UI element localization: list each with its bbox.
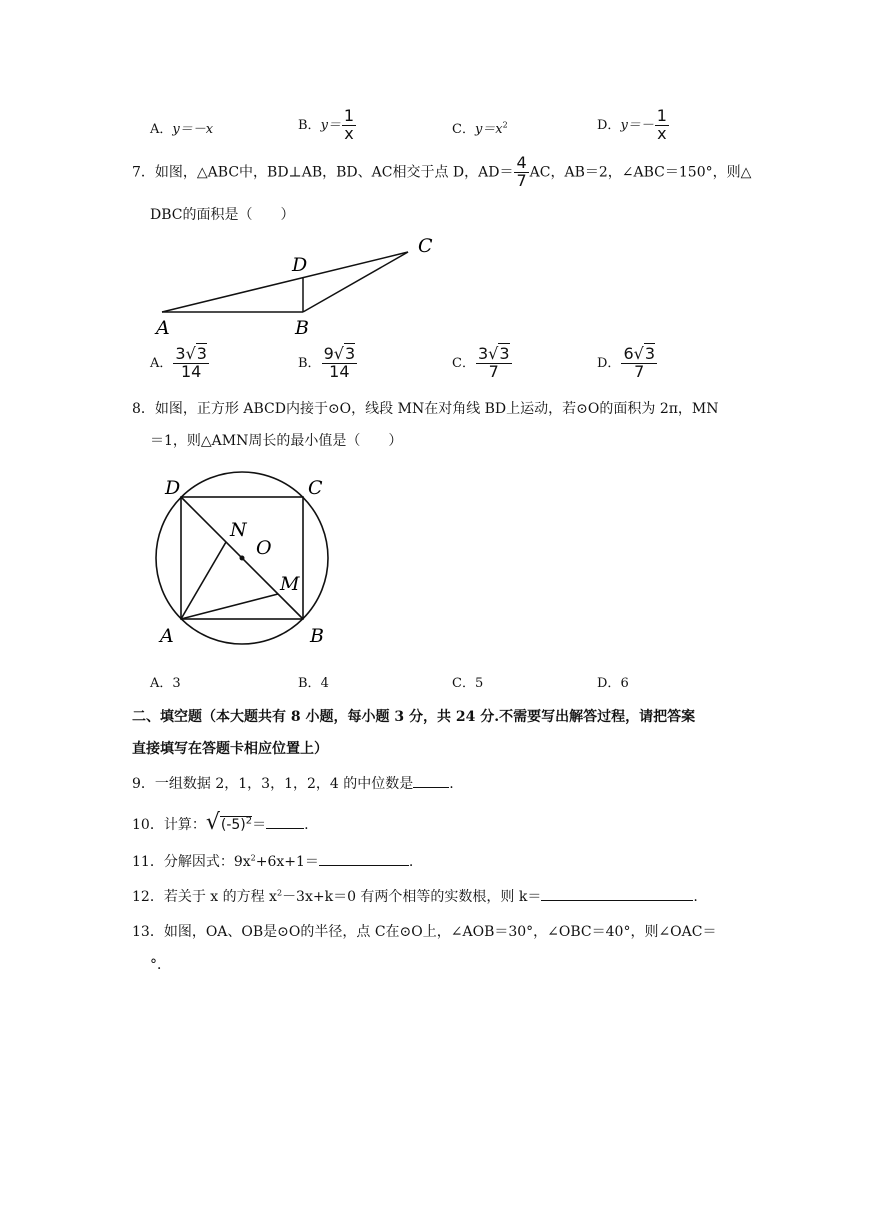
q8-label-m: M [280, 573, 300, 595]
q8-stem-line1: 8．如图，正方形 ABCD内接于⊙O，线段 MN在对角线 BD上运动，若⊙O的面积为 2π，MN [132, 401, 719, 417]
q7-stem-line1: 7．如图，△ABC中，BD⊥AB，BD、AC相交于点 D，AD＝ $\frac{4}{7}$ AC，AB＝2，∠ABC＝150°，则△ [132, 153, 752, 190]
q9-stem: 9．一组数据 2，1，3，1，2，4 的中位数是 . [132, 776, 454, 792]
q8-label-a: A [160, 625, 174, 647]
q8-label-o: O [256, 537, 272, 559]
q8-option-d: D．6 [597, 676, 629, 691]
section2-heading-line1: 二、填空题（本大题共有 8 小题，每小题 3 分，共 24 分.不需要写出解答过程，请把答案 [132, 709, 696, 725]
q7-option-a: A． $\frac{3√3}{14}$ [150, 344, 207, 381]
q8-label-n: N [230, 519, 247, 541]
q6-option-a: A．y＝－x [150, 122, 214, 137]
q7-label-c: C [418, 235, 433, 257]
q7-label-b: B [295, 317, 309, 339]
q11-stem: 11．分解因式：$9x^2+6x+1=$ . [132, 853, 414, 870]
q8-label-d: D [165, 477, 181, 499]
q7-label-d: D [292, 254, 308, 276]
q8-label-b: B [310, 625, 324, 647]
q8-option-c: C．5 [452, 676, 484, 691]
q7-option-b: B． $\frac{9√3}{14}$ [298, 344, 356, 381]
section2-heading-line2: 直接填写在答题卡相应位置上） [132, 741, 328, 757]
q6-option-c: C．$y=x^2$ [452, 120, 508, 137]
q10-stem: 10．计算：$√(-5)^2=$ . [132, 810, 309, 835]
q7-stem-line2: DBC的面积是（ ） [150, 207, 295, 223]
q7-label-a: A [156, 317, 170, 339]
q13-stem-line2: °． [150, 957, 171, 973]
q7-figure [150, 232, 450, 342]
q8-option-b: B．4 [298, 676, 329, 691]
q8-label-c: C [308, 477, 323, 499]
q7-option-d: D． $\frac{6√3}{7}$ [597, 344, 656, 381]
q6-option-d: D．y＝－ $\frac{1}{x}$ [597, 106, 667, 143]
q7-option-c: C． $\frac{3√3}{7}$ [452, 344, 510, 381]
q6-option-b: B．y＝ $\frac{1}{x}$ [298, 106, 355, 143]
q13-stem-line1: 13．如图，OA、OB是⊙O的半径，点 C在⊙O上，∠AOB＝30°，∠OBC＝40°，则∠OAC＝ [132, 924, 717, 940]
q8-stem-line2: ＝1，则△AMN周长的最小值是（ ） [150, 433, 403, 449]
q12-stem: 12．若关于 x 的方程 $x^2-3x+k=0$ 有两个相等的实数根，则 k＝ . [132, 888, 698, 905]
q8-option-a: A．3 [150, 676, 181, 691]
q8-figure [150, 470, 350, 650]
